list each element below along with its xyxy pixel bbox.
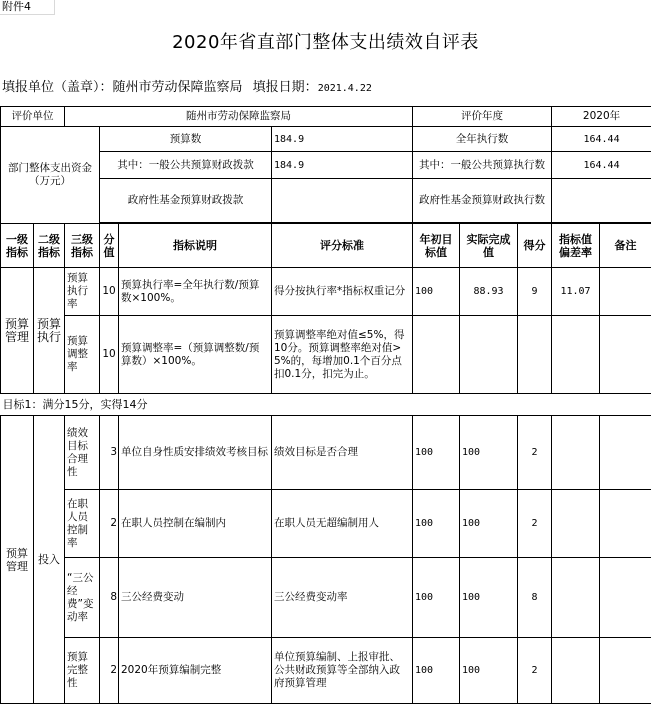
evaluation-table [0, 106, 651, 704]
actual-cell[interactable]: 100 [460, 638, 518, 704]
note-cell[interactable] [600, 490, 651, 558]
date-value[interactable]: 2021.4.22 [317, 83, 372, 94]
got-cell[interactable]: 9 [518, 268, 552, 316]
deviation-cell[interactable]: 11.07 [552, 268, 600, 316]
table-row [1, 416, 651, 490]
desc-cell[interactable]: 预算执行率=全年执行数/预算数×100%。 [119, 268, 272, 316]
note-cell[interactable] [600, 638, 651, 704]
unit-value[interactable]: 随州市劳动保障监察局 [112, 80, 243, 95]
budget-label[interactable]: 预算数 [100, 127, 272, 152]
target-cell[interactable]: 100 [413, 638, 460, 704]
level2-cell[interactable]: 预算执行 [34, 268, 65, 394]
page-title[interactable]: 2020年省直部门整体支出绩效自评表 [172, 32, 479, 53]
level3-cell[interactable]: 预算调整率 [65, 316, 100, 394]
fund-exec-value[interactable] [552, 179, 651, 223]
got-cell[interactable]: 2 [518, 638, 552, 704]
target-cell[interactable]: 100 [413, 490, 460, 558]
actual-cell[interactable] [460, 316, 518, 394]
desc-cell[interactable]: 在职人员控制在编制内 [119, 490, 272, 558]
eval-unit-value[interactable]: 随州市劳动保障监察局 [65, 107, 413, 127]
desc-cell[interactable]: 三公经费变动 [119, 558, 272, 638]
target-cell[interactable]: 100 [413, 558, 460, 638]
general-exec-label[interactable]: 其中：一般公共预算执行数 [413, 152, 552, 179]
date-label: 填报日期： [252, 80, 318, 95]
table-row [1, 490, 651, 558]
score-cell[interactable]: 10 [100, 268, 119, 316]
standard-cell[interactable]: 绩效目标是否合理 [272, 416, 413, 490]
level1-cell[interactable]: 预算管理 [1, 268, 34, 394]
table-row [1, 558, 651, 638]
header-score[interactable]: 分值 [100, 224, 119, 268]
level3-cell[interactable]: 绩效目标合理性 [65, 416, 100, 490]
header-row [1, 224, 651, 268]
desc-cell[interactable]: 单位自身性质安排绩效考核目标 [119, 416, 272, 490]
deviation-cell[interactable] [552, 416, 600, 490]
target-cell[interactable]: 100 [413, 416, 460, 490]
actual-cell[interactable]: 100 [460, 490, 518, 558]
actual-cell[interactable]: 100 [460, 416, 518, 490]
score-cell[interactable]: 2 [100, 490, 119, 558]
header-deviation[interactable]: 指标值偏差率 [552, 224, 600, 268]
header-desc[interactable]: 指标说明 [119, 224, 272, 268]
target-cell[interactable] [413, 316, 460, 394]
deviation-cell[interactable] [552, 558, 600, 638]
header-standard[interactable]: 评分标准 [272, 224, 413, 268]
note-cell[interactable] [600, 416, 651, 490]
level3-cell[interactable]: “三公经费”变动率 [65, 558, 100, 638]
actual-cell[interactable]: 100 [460, 558, 518, 638]
desc-cell[interactable]: 预算调整率=（预算调整数/预算数）×100%。 [119, 316, 272, 394]
standard-cell[interactable]: 预算调整率绝对值≤5%，得10分。预算调整率绝对值>5%的，每增加0.1个百分点扣0.1分，扣完为止。 [272, 316, 413, 394]
standard-cell[interactable]: 在职人员无超编制用人 [272, 490, 413, 558]
header-actual[interactable]: 实际完成值 [460, 224, 518, 268]
got-cell[interactable]: 2 [518, 490, 552, 558]
level3-cell[interactable]: 预算完整性 [65, 638, 100, 704]
deviation-cell[interactable] [552, 316, 600, 394]
annex-label[interactable]: 附件4 [0, 0, 55, 15]
actual-cell[interactable]: 88.93 [460, 268, 518, 316]
header-note[interactable]: 备注 [600, 224, 651, 268]
eval-unit-label[interactable]: 评价单位 [1, 107, 65, 127]
exec-value[interactable]: 164.44 [552, 127, 651, 152]
got-cell[interactable]: 2 [518, 416, 552, 490]
score-cell[interactable]: 10 [100, 316, 119, 394]
fund-budget-value[interactable] [272, 179, 413, 223]
budget-value[interactable]: 184.9 [272, 127, 413, 152]
desc-cell[interactable]: 2020年预算编制完整 [119, 638, 272, 704]
note-cell[interactable] [600, 316, 651, 394]
deviation-cell[interactable] [552, 490, 600, 558]
deviation-cell[interactable] [552, 638, 600, 704]
table-row [1, 316, 651, 394]
general-budget-value[interactable]: 184.9 [272, 152, 413, 179]
header-got[interactable]: 得分 [518, 224, 552, 268]
got-cell[interactable] [518, 316, 552, 394]
target-cell[interactable]: 100 [413, 268, 460, 316]
header-level2[interactable]: 二级指标 [34, 224, 65, 268]
header-level1[interactable]: 一级指标 [1, 224, 34, 268]
note-cell[interactable] [600, 268, 651, 316]
funds-label[interactable]: 部门整体支出资金（万元） [1, 127, 100, 224]
unit-label: 填报单位（盖章）： [2, 80, 113, 95]
level2-cell[interactable]: 投入 [34, 416, 65, 704]
table-row [1, 638, 651, 704]
general-exec-value[interactable]: 164.44 [552, 152, 651, 179]
header-target[interactable]: 年初目标值 [413, 224, 460, 268]
level1-cell[interactable]: 预算管理 [1, 416, 34, 704]
fill-info-row [2, 78, 372, 98]
level3-cell[interactable]: 在职人员控制率 [65, 490, 100, 558]
standard-cell[interactable]: 三公经费变动率 [272, 558, 413, 638]
standard-cell[interactable]: 单位预算编制、上报审批、公共财政预算等全部纳入政府预算管理 [272, 638, 413, 704]
goal-line[interactable]: 目标1：满分15分，实得14分 [1, 394, 651, 416]
eval-year-label[interactable]: 评价年度 [413, 107, 552, 127]
score-cell[interactable]: 8 [100, 558, 119, 638]
eval-year-value[interactable]: 2020年 [552, 107, 651, 127]
standard-cell[interactable]: 得分按执行率*指标权重记分 [272, 268, 413, 316]
level3-cell[interactable]: 预算执行率 [65, 268, 100, 316]
exec-label[interactable]: 全年执行数 [413, 127, 552, 152]
fund-budget-label[interactable]: 政府性基金预算财政拨款 [100, 179, 272, 223]
header-level3[interactable]: 三级指标 [65, 224, 100, 268]
fund-exec-label[interactable]: 政府性基金预算财政执行数 [413, 179, 552, 223]
score-cell[interactable]: 2 [100, 638, 119, 704]
score-cell[interactable]: 3 [100, 416, 119, 490]
got-cell[interactable]: 8 [518, 558, 552, 638]
table-row [1, 268, 651, 316]
note-cell[interactable] [600, 558, 651, 638]
general-budget-label[interactable]: 其中：一般公共预算财政拨款 [100, 152, 272, 179]
